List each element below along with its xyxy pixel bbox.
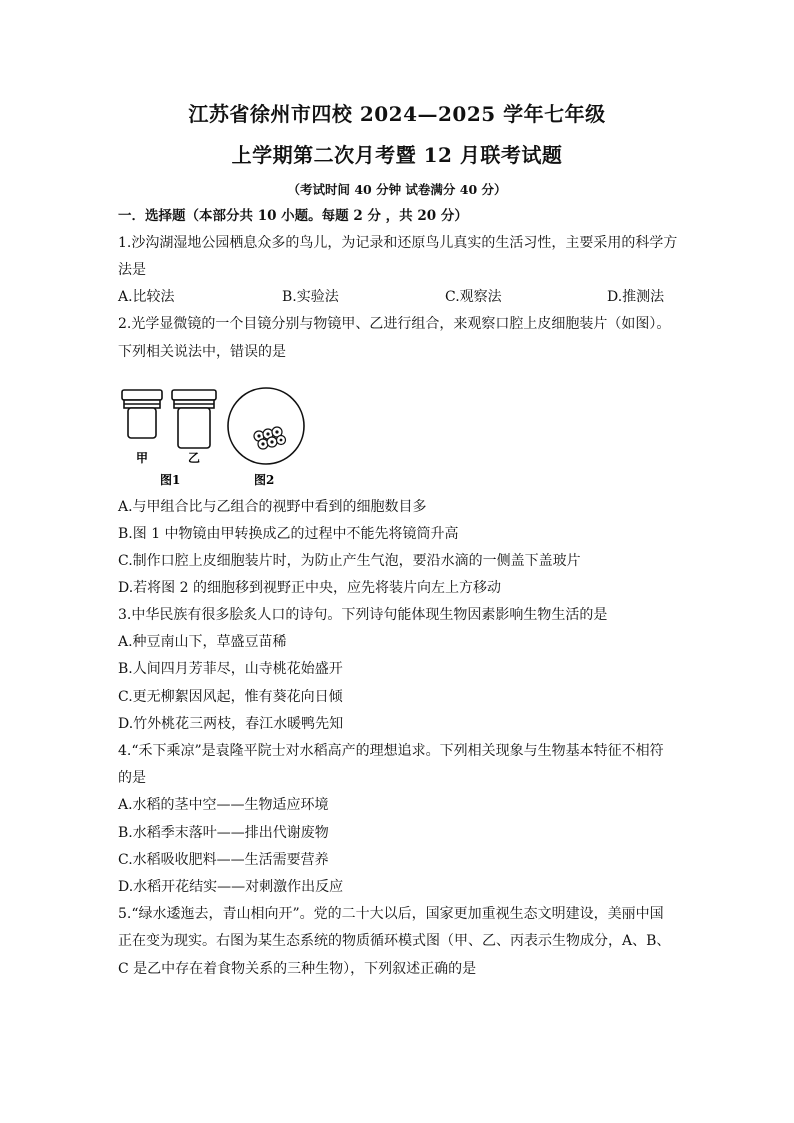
exam-title-line2: 上学期第二次月考暨 12 月联考试题 xyxy=(231,143,563,167)
q1-option-b: B.实验法 xyxy=(282,289,339,305)
fig2-caption: 图2 xyxy=(254,473,275,487)
exam-title-line1: 江苏省徐州市四校 2024—2025 学年七年级 xyxy=(188,102,606,126)
fig-label-yi: 乙 xyxy=(188,451,201,465)
fig-label-jia: 甲 xyxy=(136,451,149,465)
fig1-caption: 图1 xyxy=(160,473,181,487)
microscope-figure xyxy=(116,384,316,490)
q2-stem-line2: 下列相关说法中，错误的是 xyxy=(118,344,286,360)
q4-stem-line2: 的是 xyxy=(118,770,146,786)
q1-stem-line2: 法是 xyxy=(118,262,146,278)
q4-option-b: B.水稻季末落叶——排出代谢废物 xyxy=(118,825,329,841)
q4-option-c: C.水稻吸收肥料——生活需要营养 xyxy=(118,852,329,868)
q2-stem-line1: 2.光学显微镜的一个目镜分别与物镜甲、乙进行组合，来观察口腔上皮细胞装片（如图）。 xyxy=(118,316,671,332)
objective-yi-icon xyxy=(172,390,216,448)
q2-option-d: D.若将图 2 的细胞移到视野正中央，应先将装片向左上方移动 xyxy=(118,580,501,596)
q2-option-b: B.图 1 中物镜由甲转换成乙的过程中不能先将镜筒升高 xyxy=(118,526,459,542)
microscope-figure-svg xyxy=(116,384,316,490)
q3-stem-line1: 3.中华民族有很多脍炙人口的诗句。下列诗句能体现生物因素影响生物生活的是 xyxy=(118,607,608,623)
q5-stem-line2: 正在变为现实。右图为某生态系统的物质循环模式图（甲、乙、丙表示生物成分，A、B、 xyxy=(118,933,671,949)
q3-option-a: A.种豆南山下，草盛豆苗稀 xyxy=(118,634,287,650)
field-of-view-icon xyxy=(228,388,304,464)
q1-option-c: C.观察法 xyxy=(445,289,502,305)
q3-option-d: D.竹外桃花三两枝，春江水暖鸭先知 xyxy=(118,716,344,732)
q4-stem-line1: 4.“禾下乘凉”是袁隆平院士对水稻高产的理想追求。下列相关现象与生物基本特征不相符 xyxy=(118,743,664,759)
q1-option-d: D.推测法 xyxy=(607,289,665,305)
q2-option-c: C.制作口腔上皮细胞装片时，为防止产生气泡，要沿水滴的一侧盖下盖玻片 xyxy=(118,553,581,569)
exam-meta: （考试时间 40 分钟 试卷满分 40 分） xyxy=(287,182,507,197)
q1-option-a: A.比较法 xyxy=(118,289,175,305)
q1-stem-line1: 1.沙沟湖湿地公园栖息众多的鸟儿，为记录和还原鸟儿真实的生活习性，主要采用的科学方 xyxy=(118,235,678,251)
q4-option-d: D.水稻开花结实——对刺激作出反应 xyxy=(118,879,344,895)
q3-option-b: B.人间四月芳菲尽，山寺桃花始盛开 xyxy=(118,661,343,677)
q3-option-c: C.更无柳絮因风起，惟有葵花向日倾 xyxy=(118,689,343,705)
q2-option-a: A.与甲组合比与乙组合的视野中看到的细胞数目多 xyxy=(118,499,427,515)
q4-option-a: A.水稻的茎中空——生物适应环境 xyxy=(118,797,329,813)
section-heading: 一．选择题（本部分共 10 小题。每题 2 分 ，共 20 分） xyxy=(118,208,468,224)
q5-stem-line1: 5.“绿水逶迤去，青山相向开”。党的二十大以后，国家更加重视生态文明建设，美丽中国 xyxy=(118,906,664,922)
q5-stem-line3: C 是乙中存在着食物关系的三种生物），下列叙述正确的是 xyxy=(118,961,477,977)
objective-jia-icon xyxy=(122,390,162,438)
